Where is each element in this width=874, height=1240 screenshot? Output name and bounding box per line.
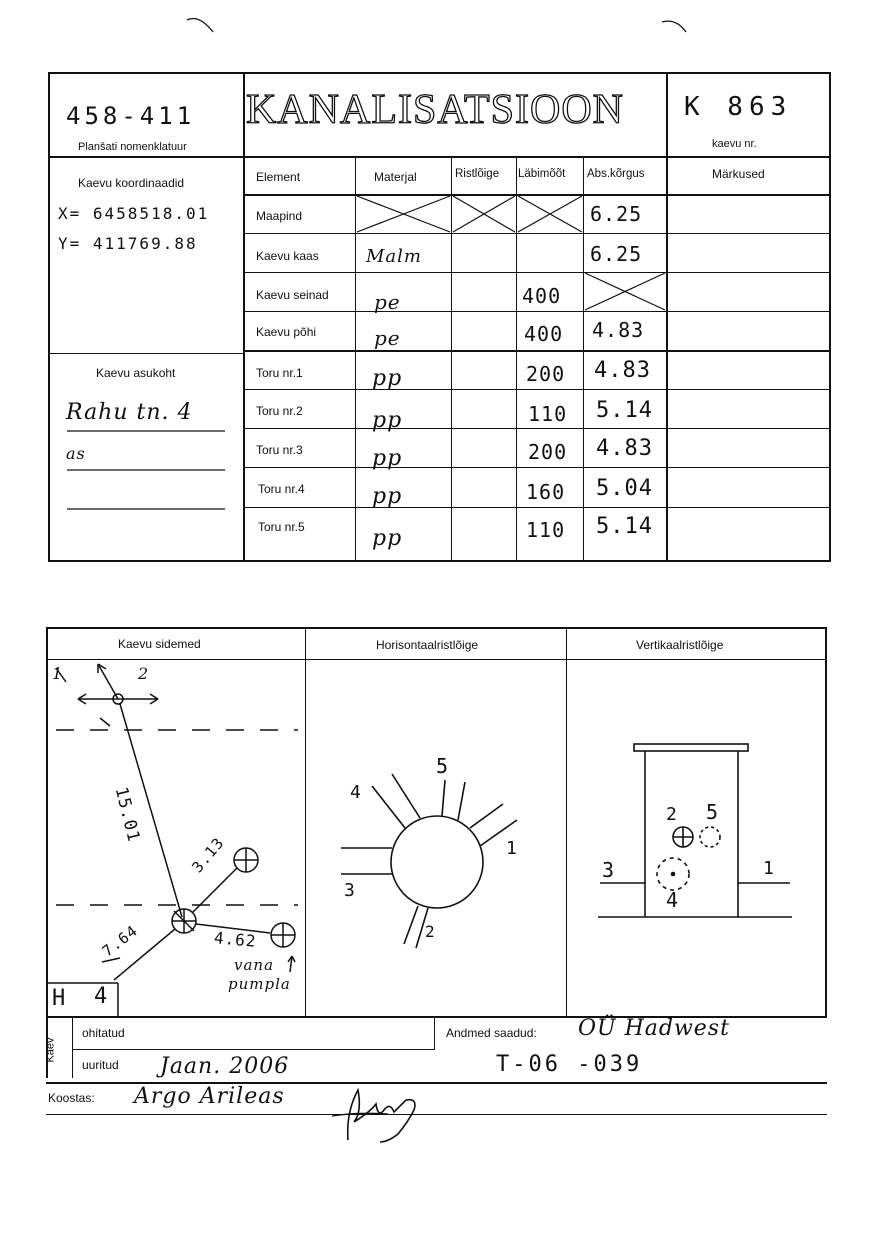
row-height: 4.83 [596, 436, 653, 461]
tie-label-1: 1 [52, 664, 64, 683]
tie-distance-a: 3.13 [188, 833, 228, 877]
row-element: Toru nr.5 [258, 520, 305, 534]
row-element: Toru nr.2 [256, 404, 303, 418]
row-element: Toru nr.1 [256, 366, 303, 380]
compiler-value: Argo Arileas [134, 1084, 285, 1109]
h-pipe-label-4: 4 [350, 782, 362, 803]
col-header-notes: Märkused [712, 167, 765, 181]
col-header-material: Materjal [374, 170, 417, 184]
row-height: 6.25 [590, 242, 643, 266]
row-material: pp [372, 446, 403, 471]
row-material: pp [372, 526, 403, 551]
row-diameter: 400 [522, 284, 562, 308]
v-pipe-label-1: 1 [763, 858, 775, 879]
data-source-value: OÜ Hadwest [578, 1016, 730, 1041]
coordinate-y: Y= 411769.88 [58, 234, 198, 253]
row-diameter: 110 [528, 402, 568, 426]
well-number-value: K 863 [684, 92, 793, 122]
row-height: 6.25 [590, 202, 643, 226]
location-line-2: as [66, 444, 86, 463]
surveyed-label: uuritud [82, 1058, 119, 1072]
row-material: pp [372, 484, 403, 509]
h-pipe-label-5: 5 [436, 754, 450, 778]
row-material: Malm [366, 246, 422, 267]
row-material: pp [372, 366, 403, 391]
row-material: pe [374, 290, 401, 314]
old-pump-label-2: pumpla [228, 975, 291, 993]
well-number-label: kaevu nr. [712, 138, 757, 150]
h-pipe-label-1: 1 [506, 838, 518, 859]
row-diameter: 200 [526, 362, 566, 386]
row-element: Toru nr.4 [258, 482, 305, 496]
location-label: Kaevu asukoht [96, 366, 176, 380]
plansheet-value: 458-411 [66, 102, 196, 130]
tie-distance-c: 7.64 [98, 921, 142, 961]
row-height: 5.14 [596, 398, 653, 423]
kaev-label: Kaev [44, 1037, 57, 1063]
row-material: pe [374, 326, 401, 350]
v-pipe-label-5: 5 [706, 800, 720, 824]
col-header-cross: Ristlõige [455, 168, 500, 180]
v-pipe-label-4: 4 [666, 888, 680, 912]
h-label: H [52, 986, 67, 1011]
ties-label: Kaevu sidemed [118, 637, 201, 651]
v-pipe-label-3: 3 [602, 858, 616, 882]
col-header-element: Element [256, 170, 301, 184]
col-header-diameter: Läbimõõt [518, 168, 566, 180]
tie-label-2: 2 [138, 664, 150, 683]
row-height: 5.04 [596, 476, 653, 501]
row-element: Kaevu kaas [256, 249, 319, 263]
checked-label: ohitatud [82, 1026, 125, 1040]
signature [318, 1082, 428, 1152]
coordinate-x: X= 6458518.01 [58, 204, 210, 223]
data-source-code: T-06 -039 [496, 1052, 643, 1077]
tie-distance-main: 15.01 [110, 785, 144, 845]
row-element: Toru nr.3 [256, 443, 303, 457]
row-height: 5.14 [596, 514, 653, 539]
col-header-height: Abs.kõrgus [587, 168, 645, 180]
row-height: 4.83 [594, 358, 651, 383]
row-diameter: 400 [524, 322, 564, 346]
surveyed-value: Jaan. 2006 [160, 1054, 290, 1079]
h-value: 4 [94, 984, 109, 1009]
data-source-label: Andmed saadud: [446, 1026, 537, 1040]
plansheet-label: Planšati nomenklatuur [78, 141, 187, 153]
page-title: KANALISATSIOON [246, 87, 624, 133]
compiler-label: Koostas: [48, 1091, 95, 1105]
row-element: Maapind [256, 209, 303, 223]
row-diameter: 110 [526, 518, 566, 542]
horizontal-section-label: Horisontaalristlõige [376, 638, 479, 652]
row-diameter: 200 [528, 440, 568, 464]
row-height: 4.83 [592, 318, 645, 342]
coordinates-label: Kaevu koordinaadid [78, 176, 185, 190]
row-material: pp [372, 408, 403, 433]
old-pump-label-1: vana [234, 956, 275, 974]
tie-distance-b: 4.62 [213, 928, 258, 951]
row-element: Kaevu põhi [256, 325, 317, 339]
row-diameter: 160 [526, 480, 566, 504]
v-pipe-label-2: 2 [666, 804, 678, 825]
location-line-1: Rahu tn. 4 [66, 400, 193, 425]
h-pipe-label-2: 2 [425, 922, 436, 941]
vertical-section-label: Vertikaalristlõige [636, 638, 724, 652]
h-pipe-label-3: 3 [344, 880, 356, 901]
row-element: Kaevu seinad [256, 288, 329, 302]
